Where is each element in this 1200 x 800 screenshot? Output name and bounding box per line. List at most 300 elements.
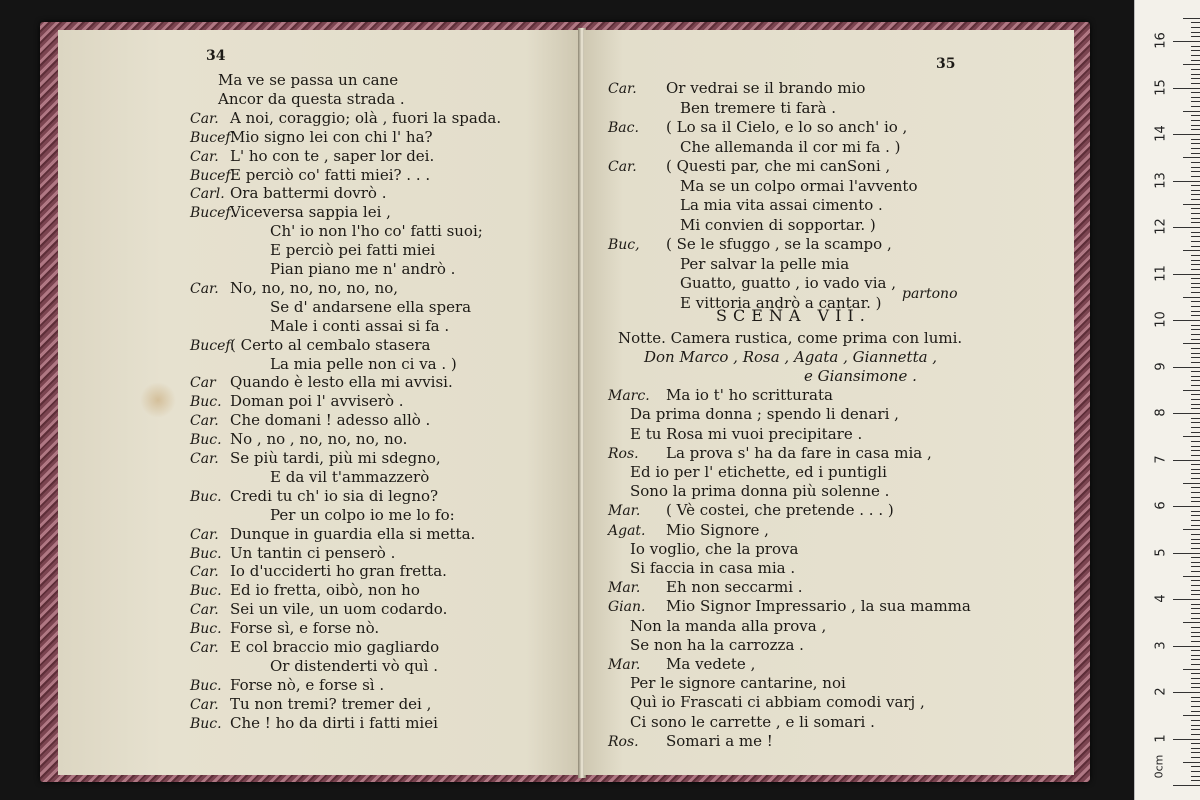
text-line — [190, 524, 475, 545]
ruler-number: 13 — [1153, 171, 1169, 189]
ruler-tick — [1191, 418, 1200, 419]
speaker-label: Car. — [190, 602, 219, 619]
text-line — [190, 165, 430, 186]
ruler-tick — [1183, 64, 1200, 65]
verse-text: Io voglio, che la prova — [630, 539, 799, 558]
ruler-tick — [1183, 436, 1200, 437]
ruler-tick — [1173, 181, 1200, 182]
text-line — [618, 328, 962, 348]
text-line — [190, 108, 501, 129]
verse-text: Ma se un colpo ormai l'avvento — [680, 176, 918, 195]
text-line — [630, 558, 795, 578]
ruler-tick — [1191, 394, 1200, 395]
text-line — [608, 654, 755, 675]
ruler-tick — [1191, 218, 1200, 219]
ruler-number: 6 — [1153, 501, 1169, 510]
text-line — [190, 183, 386, 204]
text-line — [630, 462, 887, 482]
verse-text: Ora battermi dovrò . — [230, 184, 387, 203]
ruler-tick — [1191, 492, 1200, 493]
ruler-tick — [1183, 622, 1200, 623]
text-line — [270, 467, 429, 487]
ruler-tick — [1191, 148, 1200, 149]
text-line — [680, 254, 849, 274]
ruler-tick — [1191, 269, 1200, 270]
ruler-tick — [1191, 706, 1200, 707]
text-line — [270, 354, 457, 374]
ruler-tick — [1191, 353, 1200, 354]
verse-text: Pian piano me n' andrò . — [270, 260, 456, 278]
ruler-tick — [1191, 641, 1200, 642]
verse-text: Ben tremere ti farà . — [680, 98, 837, 117]
speaker-label: Marc. — [608, 388, 650, 405]
text-line — [608, 117, 907, 138]
ruler-tick — [1191, 548, 1200, 549]
verse-text: E vittoria andrò a cantar. ) — [680, 293, 882, 312]
ruler-tick — [1173, 692, 1200, 693]
text-line — [680, 215, 876, 235]
ruler-tick — [1191, 720, 1200, 721]
ruler-tick — [1191, 450, 1200, 451]
ruler-tick — [1191, 36, 1200, 37]
ruler-tick — [1191, 655, 1200, 656]
speaker-label: Car. — [190, 413, 219, 430]
verse-text: ( Questi par, che mi canSoni , — [666, 157, 891, 175]
ruler-tick — [1191, 650, 1200, 651]
verse-text: Da prima donna ; spendo li denari , — [630, 405, 899, 424]
text-line — [630, 673, 846, 693]
ruler-tick — [1191, 78, 1200, 79]
ruler-tick — [1191, 734, 1200, 735]
verse-text: No , no , no, no, no, no. — [230, 430, 408, 449]
text-line — [190, 561, 447, 582]
ruler-tick — [1191, 385, 1200, 386]
text-line — [190, 410, 430, 431]
ruler-tick — [1191, 213, 1200, 214]
ruler-tick — [1183, 157, 1200, 158]
verse-text: E perciò pei fatti miei — [270, 241, 436, 260]
speaker-label: Buc. — [190, 432, 222, 449]
verse-text: Viceversa sappia lei , — [230, 203, 391, 222]
ruler-tick — [1183, 297, 1200, 298]
ruler-tick — [1191, 60, 1200, 61]
text-line — [630, 481, 889, 501]
verse-text: Ancor da questa strada . — [218, 89, 405, 108]
speaker-label: Gian. — [608, 599, 646, 616]
text-line — [608, 156, 890, 177]
text-line — [608, 500, 894, 521]
verse-text: Or distenderti vò quì . — [270, 656, 439, 675]
ruler-number: 1 — [1153, 733, 1169, 743]
ruler-tick — [1191, 278, 1200, 279]
text-line — [608, 577, 803, 598]
verse-text: Sono la prima donna più solenne . — [630, 482, 890, 501]
text-line — [190, 335, 430, 356]
ruler-tick — [1173, 367, 1200, 368]
verse-text: Se più tardi, più mi sdegno, — [230, 449, 441, 467]
ruler-tick — [1191, 260, 1200, 261]
ruler-tick — [1191, 571, 1200, 572]
text-line — [680, 273, 896, 293]
ruler-tick — [1173, 506, 1200, 507]
text-line — [680, 176, 917, 196]
ruler-tick — [1191, 627, 1200, 628]
ruler-tick — [1191, 478, 1200, 479]
speaker-label: Mar. — [608, 503, 641, 520]
ruler-tick — [1191, 74, 1200, 75]
speaker-label: Car. — [190, 564, 219, 581]
verse-text: Non la manda alla prova , — [630, 616, 827, 635]
ruler-tick — [1191, 580, 1200, 581]
ruler-tick — [1191, 464, 1200, 465]
ruler-tick — [1191, 46, 1200, 47]
verse-text: ( Certo al cembalo stasera — [230, 335, 431, 354]
ruler-tick — [1191, 501, 1200, 502]
text-line — [190, 618, 379, 639]
ruler-tick — [1191, 69, 1200, 70]
ruler-tick — [1183, 204, 1200, 205]
ruler-tick — [1173, 785, 1200, 786]
verse-text: Ma io t' ho scritturata — [666, 386, 833, 405]
ruler-tick — [1191, 357, 1200, 358]
ruler-unit-label: 0cm — [1152, 754, 1166, 779]
verse-text: ( Se le sfuggo , se la scampo , — [666, 235, 892, 253]
verse-text: Notte. Camera rustica, come prima con lumi. — [618, 328, 963, 347]
text-line — [190, 391, 404, 412]
ruler-tick — [1191, 162, 1200, 163]
ruler-tick — [1191, 101, 1200, 102]
ruler-tick — [1191, 125, 1200, 126]
verse-text: Si faccia in casa mia . — [630, 559, 796, 577]
ruler-tick — [1191, 241, 1200, 242]
verse-text: Ma ve se passa un cane — [218, 71, 399, 89]
ruler-tick — [1191, 334, 1200, 335]
right-page-text — [584, 30, 1074, 775]
text-line — [190, 127, 433, 148]
speaker-label: Car. — [608, 159, 637, 175]
right-page — [584, 30, 1074, 775]
ruler-tick — [1191, 422, 1200, 423]
speaker-label: Buc. — [190, 583, 222, 600]
text-line — [608, 443, 932, 464]
speaker-label: Bucef. — [190, 337, 235, 354]
ruler-tick — [1191, 232, 1200, 233]
ruler-tick — [1173, 413, 1200, 414]
verse-text: E tu Rosa mi vuoi precipitare . — [630, 424, 863, 443]
verse-text: Per un colpo io me lo fo: — [270, 505, 455, 524]
ruler-tick — [1191, 766, 1200, 767]
text-line — [270, 221, 483, 241]
verse-text: Ed io fretta, oibò, non ho — [230, 581, 420, 600]
verse-text: ( Vè costei, che pretende . . . ) — [666, 501, 894, 520]
speaker-label: Bucef. — [190, 129, 235, 146]
verse-text: E perciò co' fatti miei? . . . — [230, 165, 431, 184]
ruler-tick — [1191, 55, 1200, 56]
ruler-tick — [1191, 362, 1200, 363]
verse-text: Se d' andarsene ella spera — [270, 297, 472, 316]
ruler-tick — [1191, 311, 1200, 312]
ruler-number: 14 — [1153, 125, 1169, 142]
verse-text: Mio signo lei con chi l' ha? — [230, 127, 433, 146]
text-line — [270, 656, 438, 676]
verse-text: Or vedrai se il brando mio — [666, 79, 866, 97]
ruler-number: 7 — [1153, 454, 1169, 464]
text-line — [630, 424, 862, 444]
ruler-tick — [1191, 246, 1200, 247]
ruler-tick — [1183, 483, 1200, 484]
ruler-tick — [1191, 636, 1200, 637]
left-page-number: 34 — [206, 48, 226, 64]
ruler-tick — [1183, 762, 1200, 763]
text-line — [630, 712, 875, 732]
verse-text: L' ho con te , saper lor dei. — [230, 146, 435, 165]
verse-text: Somari a me ! — [666, 731, 773, 750]
ruler-tick — [1183, 669, 1200, 670]
ruler-tick — [1191, 711, 1200, 712]
speaker-label: Buc. — [190, 621, 222, 638]
ruler-number: 4 — [1153, 594, 1169, 603]
verse-text: La mia vita assai cimento . — [680, 196, 883, 214]
ruler-tick — [1191, 106, 1200, 107]
ruler-tick — [1173, 553, 1200, 554]
ruler-tick — [1191, 687, 1200, 688]
ruler-tick — [1191, 222, 1200, 223]
left-page — [58, 30, 578, 775]
verse-text: Ma vedete , — [666, 655, 756, 673]
ruler-tick — [1191, 301, 1200, 302]
verse-text: Che domani ! adesso allò . — [230, 411, 431, 430]
ruler-number: 12 — [1153, 218, 1169, 235]
ruler-tick — [1191, 525, 1200, 526]
ruler-tick — [1191, 473, 1200, 474]
ruler-tick — [1191, 22, 1200, 23]
ruler-tick — [1191, 780, 1200, 781]
verse-text: e Giansimone . — [804, 367, 917, 385]
text-line — [190, 580, 420, 601]
ruler-tick — [1191, 408, 1200, 409]
ruler-tick — [1191, 678, 1200, 679]
ruler-tick — [1183, 576, 1200, 577]
ruler-tick — [1191, 371, 1200, 372]
ruler-tick — [1191, 143, 1200, 144]
speaker-label: Buc. — [190, 394, 222, 411]
ruler-number: 10 — [1153, 311, 1169, 328]
ruler-number: 8 — [1153, 408, 1169, 417]
text-line — [190, 202, 391, 223]
ruler-tick — [1173, 320, 1200, 321]
stage-direction-partono: partono — [902, 286, 958, 302]
text-line — [644, 347, 937, 367]
ruler-tick — [1191, 208, 1200, 209]
ruler-number: 3 — [1153, 640, 1169, 650]
verse-text: ( Lo sa il Cielo, e lo so anch' io , — [666, 118, 908, 136]
speaker-label: Mar. — [608, 580, 641, 597]
verse-text: Quando è lesto ella mi avvisi. — [230, 373, 453, 392]
text-line — [608, 78, 865, 99]
ruler-tick — [1191, 97, 1200, 98]
verse-text: Che allemanda il cor mi fa . ) — [680, 137, 901, 156]
ruler-tick — [1191, 306, 1200, 307]
ruler-tick — [1173, 646, 1200, 647]
ruler-tick — [1191, 199, 1200, 200]
ruler-tick — [1191, 534, 1200, 535]
ruler-tick — [1183, 343, 1200, 344]
text-line — [270, 505, 455, 525]
ruler-tick — [1191, 190, 1200, 191]
verse-text: Quì io Frascati ci abbiam comodi varj , — [630, 693, 925, 712]
ruler-tick — [1173, 41, 1200, 42]
speaker-label: Car. — [190, 526, 219, 543]
ruler-tick — [1173, 274, 1200, 275]
verse-text: Tu non tremi? tremer dei , — [230, 694, 432, 713]
ruler-tick — [1191, 348, 1200, 349]
ruler-tick — [1191, 185, 1200, 186]
left-page-text — [58, 30, 578, 775]
ruler-tick — [1191, 594, 1200, 595]
verse-text: La prova s' ha da fare in casa mia , — [666, 443, 932, 462]
ruler-tick — [1191, 139, 1200, 140]
verse-text: Don Marco , Rosa , Agata , Giannetta , — [644, 347, 938, 366]
speaker-label: Car. — [190, 110, 219, 127]
ruler-tick — [1191, 315, 1200, 316]
text-line — [608, 385, 833, 406]
ruler-tick — [1183, 715, 1200, 716]
ruler-tick — [1191, 664, 1200, 665]
ruler-tick — [1191, 325, 1200, 326]
ruler-tick — [1191, 167, 1200, 168]
ruler-tick — [1191, 153, 1200, 154]
speaker-label: Car. — [190, 451, 219, 467]
ruler-tick — [1191, 487, 1200, 488]
ruler-tick — [1191, 83, 1200, 84]
ruler-tick — [1191, 32, 1200, 33]
verse-text: Un tantin ci penserò . — [230, 543, 396, 562]
verse-text: Eh non seccarmi . — [666, 578, 803, 597]
ruler-tick — [1191, 697, 1200, 698]
ruler-tick — [1191, 771, 1200, 772]
ruler-tick — [1183, 111, 1200, 112]
ruler-tick — [1191, 129, 1200, 130]
ruler-tick — [1191, 673, 1200, 674]
ruler-tick — [1191, 432, 1200, 433]
ruler-number: 16 — [1153, 32, 1169, 49]
verse-text: Ch' io non l'ho co' fatti suoi; — [270, 222, 483, 241]
ruler-tick — [1183, 18, 1200, 19]
speaker-label: Agat. — [608, 522, 646, 539]
verse-text: Mio Signore , — [666, 520, 769, 539]
text-line — [190, 278, 398, 299]
text-line — [190, 448, 441, 469]
verse-text: Ed io per l' etichette, ed i puntigli — [630, 463, 887, 481]
ruler-tick — [1191, 115, 1200, 116]
ruler-tick — [1191, 194, 1200, 195]
ruler-tick — [1173, 739, 1200, 740]
text-line — [218, 89, 405, 109]
ruler-tick — [1191, 557, 1200, 558]
ruler-tick — [1191, 404, 1200, 405]
text-line — [630, 616, 826, 636]
verse-text: Per salvar la pelle mia — [680, 254, 850, 273]
ruler-tick — [1191, 339, 1200, 340]
text-line — [680, 137, 901, 157]
ruler-tick — [1191, 264, 1200, 265]
ruler-tick — [1191, 562, 1200, 563]
ruler-tick — [1191, 585, 1200, 586]
verse-text: Forse sì, e forse nò. — [230, 619, 380, 638]
ruler-tick — [1191, 659, 1200, 660]
speaker-label: Ros. — [608, 445, 639, 462]
text-line — [630, 404, 899, 424]
ruler-tick — [1191, 511, 1200, 512]
ruler-tick — [1173, 88, 1200, 89]
verse-text: Doman poi l' avviserò . — [230, 392, 404, 411]
verse-text: Dunque in guardia ella si metta. — [230, 524, 476, 543]
ruler-tick — [1191, 725, 1200, 726]
text-line — [680, 98, 836, 118]
verse-text: Ci sono le carrette , e li somari . — [630, 712, 875, 731]
ruler-tick — [1191, 287, 1200, 288]
ruler-tick — [1191, 613, 1200, 614]
text-line — [680, 195, 883, 215]
text-line — [190, 372, 453, 393]
ruler-number: 5 — [1153, 547, 1169, 557]
text-line — [190, 713, 438, 734]
verse-text: No, no, no, no, no, no, — [230, 278, 399, 297]
ruler-tick — [1191, 743, 1200, 744]
ruler-tick — [1191, 441, 1200, 442]
verse-text: E col braccio mio gagliardo — [230, 638, 440, 656]
verse-text: Male i conti assai si fa . — [270, 316, 450, 335]
text-line — [630, 635, 804, 655]
ruler-tick — [1191, 380, 1200, 381]
ruler-tick — [1191, 92, 1200, 93]
ruler-tick — [1191, 590, 1200, 591]
ruler-tick — [1173, 134, 1200, 135]
ruler-tick — [1191, 446, 1200, 447]
ruler-tick — [1191, 292, 1200, 293]
ruler-tick — [1173, 227, 1200, 228]
ruler-tick — [1183, 390, 1200, 391]
ruler-tick — [1191, 566, 1200, 567]
ruler-tick — [1191, 543, 1200, 544]
ruler-tick — [1191, 776, 1200, 777]
verse-text: Che ! ho da dirti i fatti miei — [230, 713, 438, 732]
speaker-label: Car. — [190, 148, 219, 165]
verse-text: Mi convien di sopportar. ) — [680, 215, 876, 234]
measurement-ruler — [1134, 0, 1200, 800]
ruler-tick — [1191, 469, 1200, 470]
speaker-label: Mar. — [608, 657, 641, 673]
text-line — [190, 637, 439, 658]
speaker-label: Carl. — [190, 186, 225, 203]
speaker-label: Buc. — [190, 677, 222, 694]
text-line — [190, 543, 395, 564]
ruler-tick — [1191, 27, 1200, 28]
ruler-number: 2 — [1153, 687, 1169, 696]
ruler-tick — [1191, 376, 1200, 377]
ruler-tick — [1191, 683, 1200, 684]
scene-heading: SCENA VII. — [716, 306, 871, 325]
speaker-label: Car. — [190, 696, 219, 713]
verse-text: Credi tu ch' io sia di legno? — [230, 486, 439, 505]
ruler-tick — [1191, 329, 1200, 330]
ruler-tick — [1191, 236, 1200, 237]
ruler-tick — [1191, 515, 1200, 516]
text-line — [190, 146, 434, 167]
verse-text: Forse nò, e forse sì . — [230, 675, 385, 694]
ruler-tick — [1191, 455, 1200, 456]
text-line — [270, 259, 455, 279]
